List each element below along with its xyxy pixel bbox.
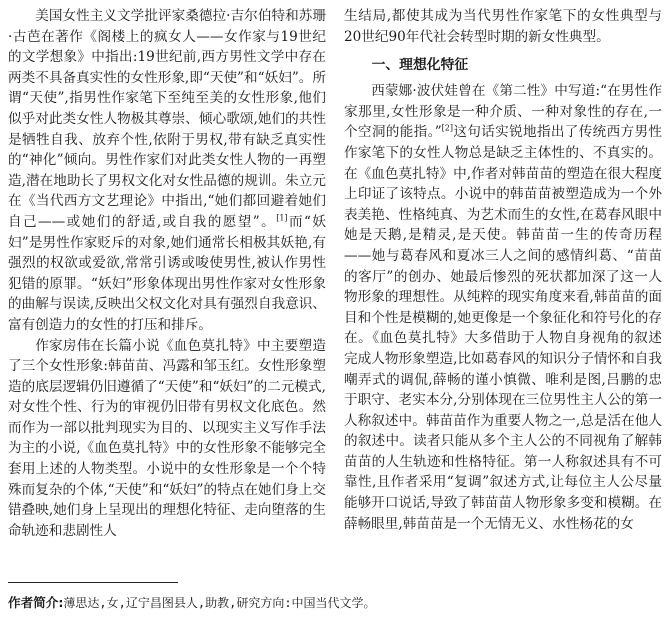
author-bio: [8, 595, 658, 611]
paragraph-idealized: [344, 81, 662, 534]
paragraph-continued: 生结局,都使其成为当代男性作家笔下的女性典型与20世纪90年代社会转型时期的新女性典型。: [344, 8, 662, 45]
paragraph-novel-intro: 作家房伟在长篇小说《血色莫扎特》中主要塑造了三个女性形象:韩苗苗、冯露和邹玉红。女性形象塑造的底层逻辑仍旧遵循了“天使”和“妖妇”的二元模式,对女性个性、行为的审视仍旧带有男权文化底色。然而作为一部以批判现实为目的、以现实主义写作手法为主的小说,《血色莫扎特》中的女性形象不能够完全套用上述的人物类型。小说中的女性形象是一个个特殊而复杂的个体,“天使”和“妖妇”的特点在她们身上交错叠映,她们身上呈现出的理想化特征、走向堕落的生命轨迹和悲剧性人: [8, 337, 326, 539]
footnote-divider: [8, 582, 178, 583]
citation-ref-2: [2]: [441, 123, 454, 133]
paragraph-intro: [8, 6, 326, 336]
author-bio-label: 作者简介:: [8, 595, 64, 610]
paragraph-text: 西蒙娜·波伏娃曾在《第二性》中写道:“在男性作家那里,女性形象是一种介质、一种对象性的存在,一个空洞的能指。”: [344, 83, 662, 141]
citation-ref-1: [1]: [276, 213, 288, 223]
left-column: [8, 6, 326, 541]
paragraph-text: 美国女性主义文学批评家桑德拉·吉尔伯特和苏珊·古芭在著作《阁楼上的疯女人——女作家与19世纪的文学想象》中指出:19世纪前,西方男性文学中存在两类不具备真实性的女性形象,即“天使”和“妖妇”。所谓“天使”,指男性作家笔下至纯至美的女性形象,他们似乎对此类女性人物极其尊崇、倾心歌颂,她们的共性是牺牲自我、放弃个性,依附于男权,带有缺乏真实性的“神化”倾向。男性作家们对此类女性人物的一再塑造,潜在地助长了男权文化对女性品德的规训。朱立元在《当代西方文艺理论》中指出,“她们都回避着她们自己——或她们的舒适,或自我的愿望”。: [8, 8, 326, 230]
author-bio-text: 薄思达,女,辽宁昌图县人,助教,研究方向:中国当代文学。: [63, 596, 376, 610]
right-column: [344, 6, 662, 534]
paragraph-text-cont: 这句话实锐地指出了传统西方男性作家笔下的女性人物总是缺乏主体性的、不真实的。在《血色莫扎特》中,作者对韩苗苗的塑造在很大程度上印证了该特点。小说中的韩苗苗被塑造成为一个外表美艳、性格纯真、为艺术而生的女性,在葛春风眼中她是天鹅,是精灵,是天使。韩苗苗一生的传奇历程——她与葛春风和夏冰三人之间的感情纠葛、“苗苗的客厅”的创办、她最后惨烈的死状都加深了这一人物形象的理想性。从纯粹的现实角度来看,韩苗苗的面目和个性是模糊的,她更像是一个象征化和符号化的存在。《血色莫扎特》大多借助于人物自身视角的叙述完成人物形象塑造,比如葛春风的知识分子情怀和自我嘲弄式的调侃,薛畅的谨小慎微、唯利是图,吕鹏的忠于职守、老实本分,分别体现在三位男性主人公的第一人称叙述中。韩苗苗作为重要人物之一,总是活在他人的叙述中。读者只能从多个主人公的不同视角了解韩苗苗的人生轨迹和性格特征。第一人称叙述具有不可靠性,且作者采用“复调”叙述方式,让每位主人公尽量能够开口说话,导致了韩苗苗人物形象多变和模糊。在薛畅眼里,韩苗苗是一个无情无义、水性杨花的女: [344, 124, 662, 532]
section-heading: 一、理想化特征: [371, 57, 469, 74]
paragraph-text-cont: 而“妖妇”是男性作家贬斥的对象,她们通常长相极其妖艳,有强烈的权欲或爱欲,常常引诱或唆使男性,被认作男性犯错的原罪。“妖妇”形象体现出男性作家对女性形象的曲解与误读,反映出父权文化对具有强烈自我意识、富有创造力的女性的打压和排斥。: [8, 213, 326, 333]
